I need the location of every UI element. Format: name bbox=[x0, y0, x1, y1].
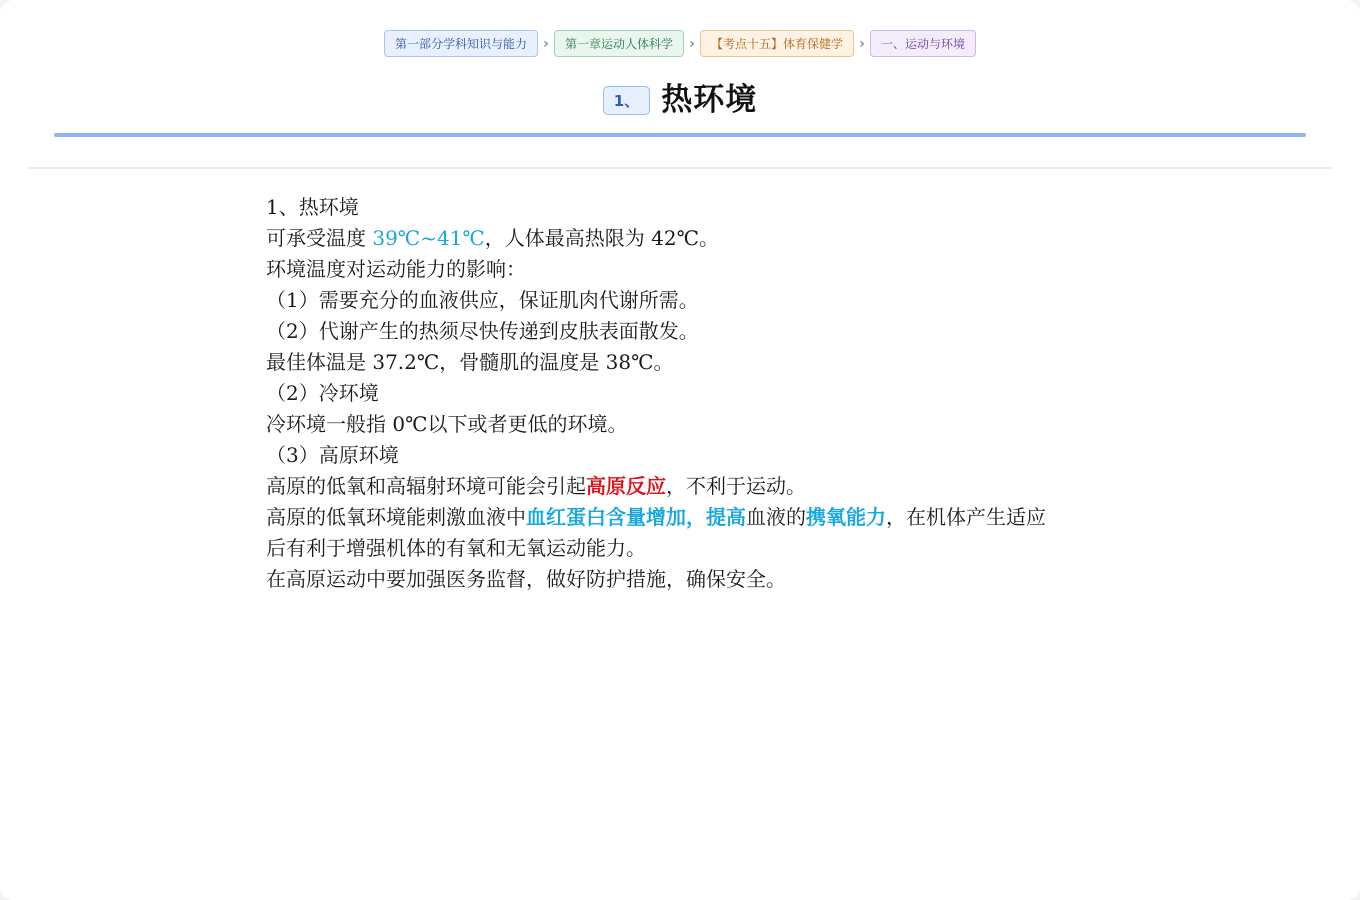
article-body bbox=[266, 192, 1126, 595]
paragraph: 最佳体温是 37.2℃，骨髓肌的温度是 38℃。 bbox=[266, 350, 674, 374]
text: ，在机体产生适应 bbox=[886, 505, 1046, 529]
paragraph bbox=[266, 502, 1126, 533]
text: 高原的低氧和高辐射环境可能会引起 bbox=[266, 474, 586, 498]
title-underline bbox=[54, 133, 1306, 137]
chevron-right-icon: › bbox=[543, 35, 549, 52]
text: ，人体最高热限为 42℃。 bbox=[484, 226, 719, 250]
text: 高原的低氧环境能刺激血液中 bbox=[266, 505, 526, 529]
page-title: 热环境 bbox=[661, 82, 758, 118]
paragraph: 后有利于增强机体的有氧和无氧运动能力。 bbox=[266, 536, 646, 560]
paragraph: （2）冷环境 bbox=[266, 381, 379, 405]
title-row bbox=[28, 78, 1332, 122]
paragraph: 冷环境一般指 0℃以下或者更低的环境。 bbox=[266, 412, 628, 436]
chevron-right-icon: › bbox=[689, 35, 695, 52]
paragraph: （3）高原环境 bbox=[266, 443, 399, 467]
text: 可承受温度 bbox=[266, 226, 373, 250]
highlight-text: 血红蛋白含量增加，提高 bbox=[526, 505, 746, 529]
paragraph: （2）代谢产生的热须尽快传递到皮肤表面散发。 bbox=[266, 319, 699, 343]
paragraph bbox=[266, 471, 1126, 502]
highlight-text: 39℃~41℃ bbox=[372, 226, 485, 250]
paragraph: 1、热环境 bbox=[266, 195, 359, 219]
chevron-right-icon: › bbox=[859, 35, 865, 52]
header bbox=[28, 0, 1332, 169]
paragraph: 环境温度对运动能力的影响： bbox=[266, 257, 526, 281]
text: ，不利于运动。 bbox=[666, 474, 806, 498]
text: 血液的 bbox=[746, 505, 806, 529]
breadcrumb bbox=[28, 30, 1332, 57]
section-number-badge: 1、 bbox=[603, 86, 650, 115]
paragraph: （1）需要充分的血液供应，保证肌肉代谢所需。 bbox=[266, 288, 699, 312]
paragraph: 在高原运动中要加强医务监督，做好防护措施，确保安全。 bbox=[266, 567, 786, 591]
breadcrumb-item-part[interactable]: 第一部分学科知识与能力 bbox=[384, 30, 538, 57]
highlight-text: 高原反应 bbox=[586, 474, 666, 498]
highlight-text: 携氧能力 bbox=[806, 505, 886, 529]
paragraph bbox=[266, 223, 1126, 254]
breadcrumb-item-topic[interactable]: 【考点十五】体育保健学 bbox=[700, 30, 854, 57]
breadcrumb-item-section[interactable]: 一、运动与环境 bbox=[870, 30, 976, 57]
breadcrumb-item-chapter[interactable]: 第一章运动人体科学 bbox=[554, 30, 684, 57]
